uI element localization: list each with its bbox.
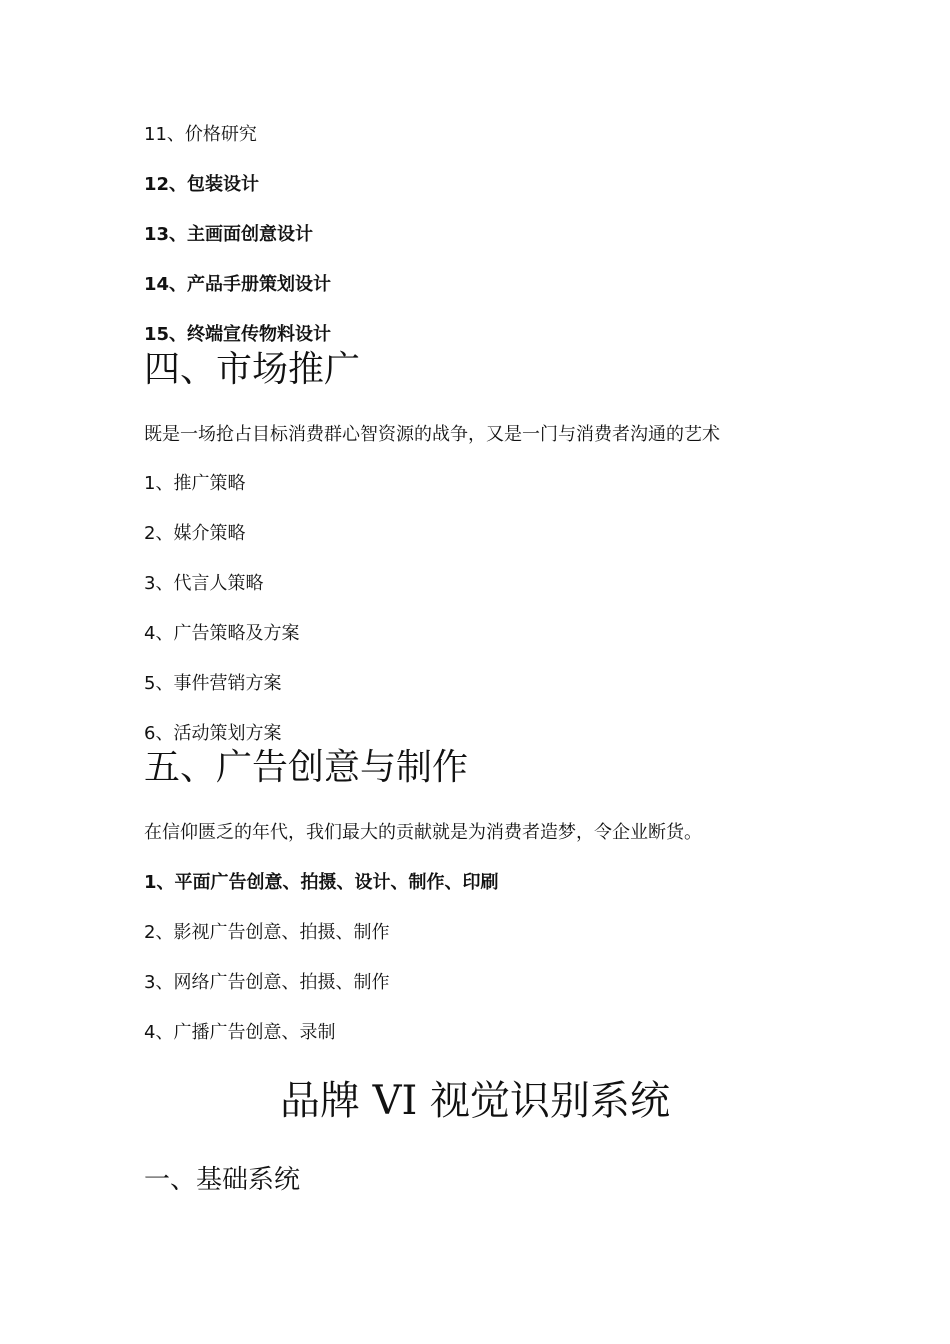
list-item-event-marketing: 5、事件营销方案 bbox=[144, 673, 282, 694]
section-intro-market-promotion: 既是一场抢占目标消费群心智资源的战争，又是一门与消费者沟通的艺术 bbox=[144, 424, 720, 445]
list-item-ad-strategy: 4、广告策略及方案 bbox=[144, 623, 300, 644]
list-item-packaging-design: 12、包装设计 bbox=[144, 174, 260, 195]
vi-system-title: 品牌 VI 视觉识别系统 bbox=[279, 1078, 671, 1124]
list-item-video-ads: 2、影视广告创意、拍摄、制作 bbox=[144, 922, 390, 943]
list-item-price-research: 11、价格研究 bbox=[144, 124, 257, 145]
list-item-promotion-strategy: 1、推广策略 bbox=[144, 473, 246, 494]
list-item-print-ads: 1、平面广告创意、拍摄、设计、制作、印刷 bbox=[144, 872, 499, 893]
list-item-key-visual-design: 13、主画面创意设计 bbox=[144, 224, 314, 245]
list-item-terminal-materials-design: 15、终端宣传物料设计 bbox=[144, 324, 332, 345]
list-item-activity-planning: 6、活动策划方案 bbox=[144, 723, 282, 744]
vi-subheading-basic-system: 一、基础系统 bbox=[144, 1165, 301, 1195]
list-item-product-brochure-design: 14、产品手册策划设计 bbox=[144, 274, 332, 295]
section-heading-ad-creative: 五、广告创意与制作 bbox=[144, 747, 469, 788]
list-item-media-strategy: 2、媒介策略 bbox=[144, 523, 246, 544]
section-heading-market-promotion: 四、市场推广 bbox=[144, 349, 361, 390]
list-item-spokesperson-strategy: 3、代言人策略 bbox=[144, 573, 264, 594]
list-item-radio-ads: 4、广播广告创意、录制 bbox=[144, 1022, 336, 1043]
section-intro-ad-creative: 在信仰匮乏的年代，我们最大的贡献就是为消费者造梦，令企业断货。 bbox=[144, 822, 702, 843]
list-item-online-ads: 3、网络广告创意、拍摄、制作 bbox=[144, 972, 390, 993]
